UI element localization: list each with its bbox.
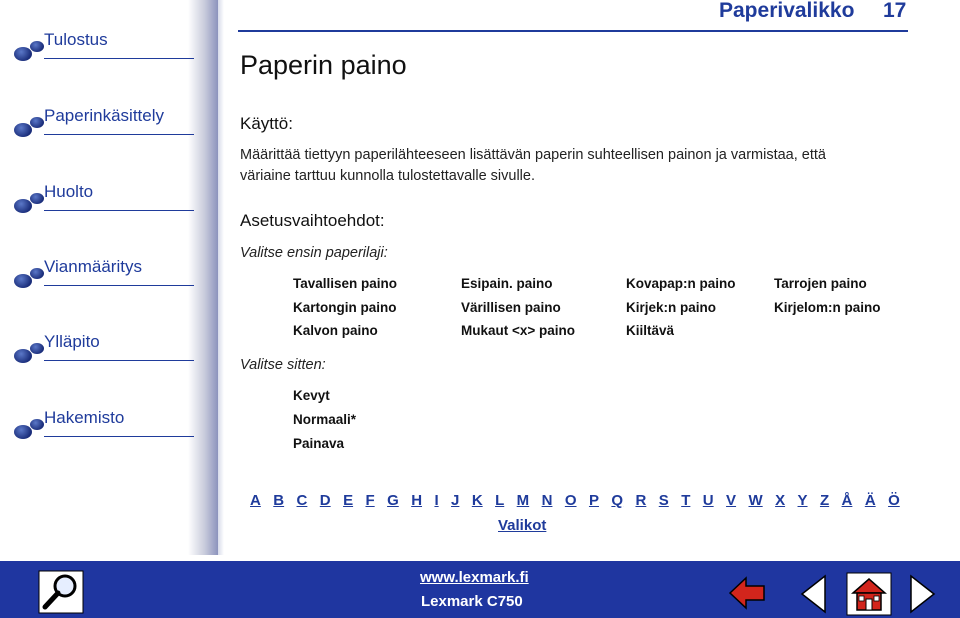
next-page-icon[interactable] xyxy=(908,574,936,614)
index-letter-k[interactable]: K xyxy=(471,492,483,509)
index-letter-a-umlaut[interactable]: Ä xyxy=(864,492,876,509)
sidebar-shadow xyxy=(188,0,218,555)
settings-heading: Asetusvaihtoehdot: xyxy=(240,211,385,230)
paper-type-option: Kalvon paino xyxy=(293,323,378,338)
index-letter-r[interactable]: R xyxy=(635,492,647,509)
footer-url-link[interactable]: www.lexmark.fi xyxy=(420,569,529,586)
bullet-icon xyxy=(14,199,32,213)
divider xyxy=(44,134,194,135)
bullet-icon xyxy=(14,274,32,288)
index-letter-c[interactable]: C xyxy=(296,492,308,509)
valikot-link[interactable]: Valikot xyxy=(498,517,547,534)
sidebar-item-label: Paperinkäsittely xyxy=(44,106,165,125)
index-letter-n[interactable]: N xyxy=(541,492,553,509)
first-prompt: Valitse ensin paperilaji: xyxy=(240,245,388,261)
sidebar-item-label: Vianmääritys xyxy=(44,257,142,276)
paper-type-option: Kartongin paino xyxy=(293,300,397,315)
sidebar-item-label: Hakemisto xyxy=(44,408,125,427)
index-letter-e[interactable]: E xyxy=(343,492,354,509)
usage-text xyxy=(240,145,910,187)
search-icon[interactable] xyxy=(38,570,84,614)
index-letter-l[interactable]: L xyxy=(495,492,505,509)
paper-type-option: Tavallisen paino xyxy=(293,276,398,291)
index-letter-s[interactable]: S xyxy=(658,492,669,509)
bullet-icon xyxy=(14,349,32,363)
index-letter-b[interactable]: B xyxy=(273,492,285,509)
sidebar-item-label: Tulostus xyxy=(44,30,108,49)
weight-option: Painava xyxy=(293,436,345,451)
section-title: Paperivalikko xyxy=(719,0,855,22)
paper-type-option: Kiiltävä xyxy=(626,323,675,338)
bullet-icon xyxy=(14,123,32,137)
index-letter-a-ring[interactable]: Å xyxy=(841,492,853,509)
index-letter-o-umlaut[interactable]: Ö xyxy=(888,492,900,509)
index-letter-u[interactable]: U xyxy=(702,492,714,509)
sidebar-item-label: Huolto xyxy=(44,182,94,201)
index-letter-v[interactable]: V xyxy=(726,492,737,509)
usage-line: väriaine tarttuu kunnolla tulostettavalle sivulle. xyxy=(240,168,535,184)
header-divider xyxy=(238,30,908,32)
bullet-icon xyxy=(14,47,32,61)
paper-type-option: Tarrojen paino xyxy=(774,276,867,291)
weight-option: Kevyt xyxy=(293,388,330,403)
index-letter-g[interactable]: G xyxy=(387,492,399,509)
index-letter-f[interactable]: F xyxy=(365,492,375,509)
bullet-icon xyxy=(30,41,44,52)
sidebar-item-vianmaaritys[interactable] xyxy=(14,257,184,291)
index-letter-d[interactable]: D xyxy=(319,492,331,509)
sidebar-item-yllapito[interactable] xyxy=(14,332,184,366)
alphabet-index xyxy=(250,492,900,509)
divider xyxy=(44,210,194,211)
index-letter-w[interactable]: W xyxy=(748,492,763,509)
usage-heading: Käyttö: xyxy=(240,114,293,133)
sidebar-item-huolto[interactable] xyxy=(14,182,184,216)
paper-type-option: Värillisen paino xyxy=(461,300,561,315)
usage-line: Määrittää tiettyyn paperilähteeseen lisättävän paperin suhteellisen painon ja varmistaa, että xyxy=(240,147,826,163)
bullet-icon xyxy=(30,343,44,354)
index-letter-i[interactable]: I xyxy=(434,492,439,509)
divider xyxy=(44,58,194,59)
index-letter-m[interactable]: M xyxy=(516,492,530,509)
paper-type-option: Mukaut <x> paino xyxy=(461,323,576,338)
paper-type-option: Kirjek:n paino xyxy=(626,300,717,315)
divider xyxy=(44,436,194,437)
index-letter-a[interactable]: A xyxy=(250,492,261,509)
sidebar-item-paperinkasittely[interactable] xyxy=(14,106,184,140)
divider xyxy=(44,285,194,286)
index-letter-o[interactable]: O xyxy=(564,492,577,509)
index-letter-z[interactable]: Z xyxy=(819,492,830,509)
index-letter-p[interactable]: P xyxy=(588,492,599,509)
home-icon[interactable] xyxy=(846,572,892,616)
index-letter-h[interactable]: H xyxy=(411,492,423,509)
sidebar-item-tulostus[interactable] xyxy=(14,30,184,64)
page-number: 17 xyxy=(883,0,907,22)
bullet-icon xyxy=(14,425,32,439)
index-letter-y[interactable]: Y xyxy=(797,492,808,509)
divider xyxy=(44,360,194,361)
bullet-icon xyxy=(30,268,44,279)
index-letter-q[interactable]: Q xyxy=(611,492,624,509)
footer-product: Lexmark C750 xyxy=(421,593,523,610)
back-arrow-icon[interactable] xyxy=(728,574,766,612)
index-letter-t[interactable]: T xyxy=(681,492,691,509)
previous-page-icon[interactable] xyxy=(800,574,828,614)
paper-type-option: Esipain. paino xyxy=(461,276,553,291)
bullet-icon xyxy=(30,419,44,430)
sidebar-item-label: Ylläpito xyxy=(44,332,100,351)
index-letter-x[interactable]: X xyxy=(775,492,786,509)
page-title: Paperin paino xyxy=(240,50,407,80)
then-prompt: Valitse sitten: xyxy=(240,357,326,373)
sidebar-item-hakemisto[interactable] xyxy=(14,408,184,442)
weight-option: Normaali* xyxy=(293,412,357,427)
index-letter-j[interactable]: J xyxy=(451,492,460,509)
sidebar-shadow-edge xyxy=(218,0,224,555)
paper-type-option: Kovapap:n paino xyxy=(626,276,736,291)
bullet-icon xyxy=(30,193,44,204)
paper-type-option: Kirjelom:n paino xyxy=(774,300,881,315)
bullet-icon xyxy=(30,117,44,128)
